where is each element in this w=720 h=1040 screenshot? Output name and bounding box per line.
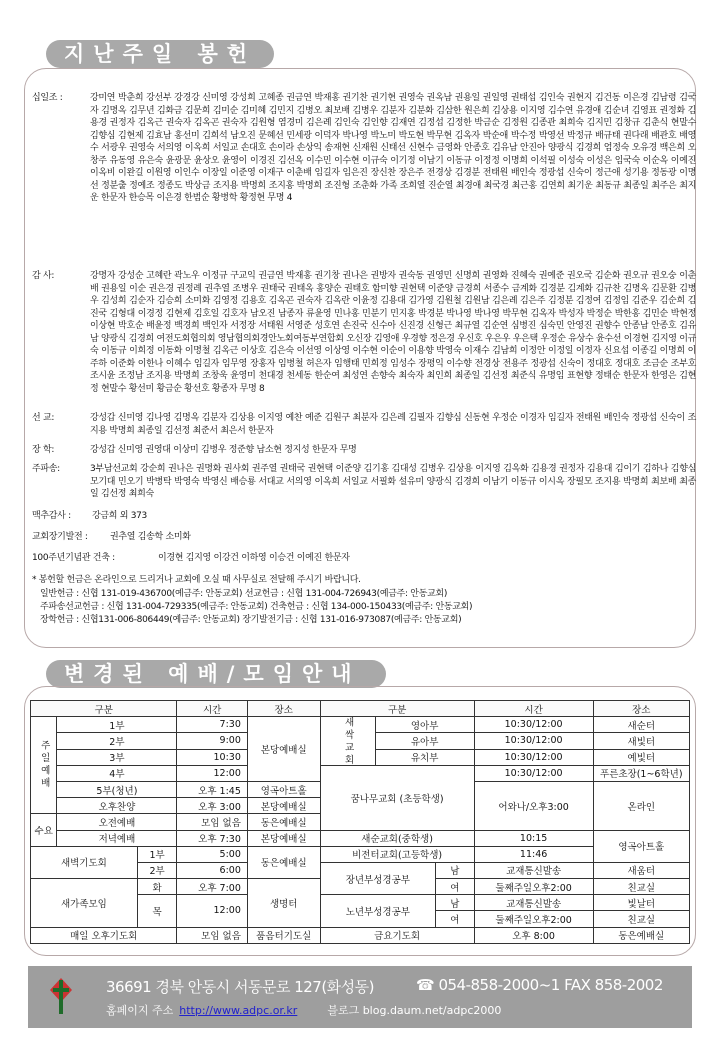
cell: 영아부 (375, 717, 474, 733)
cell: 본당예배실 (247, 717, 320, 782)
cell: 영곡아트홀 (247, 781, 320, 797)
phone: ☎ 054-858-2000~1 FAX 858-2002 (416, 976, 663, 994)
cell: 새움터 (593, 862, 689, 878)
header-time: 시간 (474, 701, 593, 717)
label: 맥추감사 : (32, 511, 71, 521)
cell: 6:00 (177, 862, 247, 878)
cell: 10:30/12:00 (474, 717, 593, 733)
cell: 11:46 (474, 846, 593, 862)
cell: 동은예배실 (247, 846, 320, 878)
cell: 예빛터 (593, 749, 689, 765)
label: 100주년기념관 건축 : (32, 553, 115, 563)
cell: 모임 없음 (177, 814, 247, 830)
cell: 여 (436, 911, 475, 927)
header-div: 구분 (320, 701, 474, 717)
cell: 4부 (57, 765, 177, 781)
names: 강미연 박춘희 강선부 강경강 신미영 강성희 고혜종 권금연 박재홍 권기찬 권기현 권영숙 권옥남 권용일 권일영 권태섭 김인숙 권현지 김건동 이은경 김남령 김국자 김명옥 김무년 김화금 김문희 김미순 김미혜 김민지 김병오 최보배 김병우 김분자 김분화 김삼한 원은희 김상용 이지영 김수연 유경애 김순녀 김영표 권정화 김용경 권정자 김옥근 권숙자 김옥곤 권숙자 김원형 염경미 김은례 김인숙 김인향 김재연 김정섭 김정한 박금순 김정원 김종관 최희숙 김지민 김창규 김춘식 현말수 김향심 김현제 김효남 홍선미 김희석 남오진 문혜선 민세광 이덕자 박나영 박노미 박도현 박무현 김옥자 박순애 박수정 박영선 박정규 배규태 권다래 배관호 배영수 서광우 권영숙 서의영 이옥희 서일교 손대호 손이라 손상익 송재현 신재원 신태선 신현수 금영화 안종호 김유남 안진아 양광식 김경희 엄정숙 오유경 백은희 오창주 유동영 유은숙 윤광문 윤상오 윤영이 이경진 김선옥 이수민 이수현 이규숙 이기정 이남기 이동규 이정정 이명희 이석필 이성숙 이성은 임국숙 이순옥 이예진 이옥비 이완길 이원영 이인수 이장일 이준영 이재구 이춘배 임길자 임은진 장신찬 장은주 전경상 김경분 전태원 배인숙 정광섭 신숙이 정근애 성기용 정동광 이명선 정분출 정예조 정종도 박상금 조지용 박명희 조지홍 박명희 조진형 조춘화 가족 조희열 진순열 최경애 최국경 최근홍 김연희 최기운 최동규 최종일 최주은 최지운 한문자 한승목 이은경 한범순 황병학 황정현 무명 4 (90, 93, 696, 203)
cell: 유치부 (375, 749, 474, 765)
footer (28, 966, 692, 1028)
cell: 오후 7:30 (177, 830, 247, 846)
cell: 남 (436, 895, 475, 911)
cell: 오후 8:00 (474, 927, 593, 943)
cell: 품음터기도실 (247, 927, 320, 943)
cell: 모임 없음 (177, 927, 247, 943)
cell: 매일 오후기도회 (31, 927, 177, 943)
names: 강명자 강성순 고혜란 곽노우 이정규 구교익 권금연 박재홍 권기창 권나은 권방자 권숙동 권영민 신명희 권영화 진혜숙 권예준 권오국 김순화 권오규 권오숭 이춘배 권용일 이순 권은경 권정례 권추열 조병우 권태국 권태옥 홍양순 권태호 함미향 권현택 이준양 금경희 서종수 금계화 김경분 김계화 김규찬 김명옥 김문환 김병우 김성희 김순자 김승희 소미화 김영정 김용호 김옥곤 권숙자 김옥란 이윤정 김용대 김가영 김원철 김원남 김은례 김은주 김정분 김정여 김정임 김준우 김순희 김진국 김형대 이경정 김현제 김호일 김호자 남오진 남종자 류윤영 민나홍 민분기 민지홍 박경분 박나영 박나영 박무현 김옥자 박성자 박정순 박한홍 김민순 박현정 이상현 박호순 배윤정 백경희 백인자 서정장 서태원 서영준 성호연 손진국 신수아 신진경 신형근 최규열 김순연 심병진 심숙민 안영진 권향수 안종남 안종호 김유남 양광식 김경희 여전도회협의회 영남협의회경안노회여동부연합회 오신장 김영애 우경향 정은경 우신호 우은우 우은택 우정순 유상수 윤수선 이경현 김지영 이규숙 이동규 이희정 이동화 이명철 김옥근 이상호 김은숙 이선영 이상영 이수현 이순이 이용향 박영숙 이재수 김남희 이정안 이정일 이정자 신요섭 이종길 이명희 이주하 이준화 이한나 이혜수 임길자 임무영 장홍자 임병철 허은자 임행태 민희정 임성수 장평익 이수향 전경상 전용주 정광섭 신숙이 정대호 정대호 조금순 조부호 조시윤 조정남 조지용 박명희 조창욱 윤영미 천대경 천세동 한순여 최성연 손향숙 최숙자 최인희 최종일 김선정 최준식 유명임 표현향 정태순 한문자 한영은 김현정 현말수 황선미 황금순 황선호 황종자 무명 8 (90, 271, 696, 394)
cell: 장년부성경공부 (320, 862, 436, 894)
cell: 생명터 (247, 879, 320, 928)
cell: 10:15 (474, 830, 593, 846)
cell: 푸른초장(1~6학년) (593, 765, 689, 781)
cell: 본당예배실 (247, 798, 320, 814)
cell: 화 (137, 879, 177, 895)
cell: 7:30 (177, 717, 247, 733)
cell: 새싹교회 (320, 717, 375, 766)
cell: 본당예배실 (247, 830, 320, 846)
cell: 5부(청년) (57, 781, 177, 797)
cell: 새벽기도회 (31, 846, 138, 878)
cell: 새순터 (593, 717, 689, 733)
web-line (106, 1002, 501, 1018)
cell: 비전터교회(고등학생) (320, 846, 474, 862)
cell: 5:00 (177, 846, 247, 862)
label: 장 학: (32, 445, 55, 455)
cell: 오전예배 (57, 814, 177, 830)
cell: 유아부 (375, 733, 474, 749)
address: 36691 경북 안동시 서동문로 127(화성동) (106, 978, 375, 996)
cell: 교재통신발송 (474, 895, 593, 911)
blog: 블로그 blog.daum.net/adpc2000 (327, 1004, 502, 1017)
homepage-link[interactable]: http://www.adpc.or.kr (179, 1004, 298, 1017)
cell: 남 (436, 862, 475, 878)
cell: 저녁예배 (57, 830, 177, 846)
cell: 둘째주일오후2:00 (474, 911, 593, 927)
schedule-table (30, 700, 690, 944)
cell: 수요 (31, 814, 57, 846)
cell: 동은예배실 (593, 927, 689, 943)
names: 3부남선교회 강순희 권나은 권명화 권사회 권주열 권태국 권현택 이준양 김기홍 김대성 김병우 김상용 이지영 김옥화 김용경 권정자 김용대 김이기 김하나 김향심 모기대 민오기 박병탁 박영숙 박영신 배승룡 서대교 서의영 이옥희 서일교 서필화 설유미 양광식 김경희 이남기 이동규 이시옥 장필모 조지용 박명희 최보배 최종일 김선정 최희숙 (90, 464, 696, 499)
notice: * 봉헌할 헌금은 온라인으로 드리거나 교회에 오실 때 사무실로 전달해 주시기 바랍니다. (32, 575, 361, 585)
cell: 목 (137, 895, 177, 927)
church-logo-icon (48, 976, 74, 1016)
cell: 온라인 (593, 781, 689, 830)
cell: 1부 (137, 846, 177, 862)
cell: 10:30 (177, 749, 247, 765)
section2-title: 변경된 예배/모임안내 (46, 660, 386, 688)
cell: 교재통신발송 (474, 862, 593, 878)
cell: 친교실 (593, 911, 689, 927)
cell: 새순교회(중학생) (320, 830, 474, 846)
header-div: 구분 (31, 701, 177, 717)
names: 강성갑 신미영 김나영 김명옥 김분자 김상용 이지영 예찬 예준 김원구 최분자 김은례 김필자 김향심 신동현 우정순 이경자 임길자 전태원 배인숙 정광섭 신숙이 조지용 박명희 최종일 김선정 최준서 최은서 한문자 (90, 413, 696, 436)
account-line: 일반헌금 : 신협 131-019-436700(예금주: 안동교회) 선교헌금 : 신협 131-004-726943(예금주: 안동교회) (40, 589, 448, 599)
cell: 12:00 (177, 895, 247, 927)
sunday-label: 주일예배 (31, 717, 57, 814)
names: 이경현 김지영 이강건 이하영 이승건 이예진 한문자 (158, 553, 350, 563)
cell: 어와나/오후3:00 (474, 781, 593, 830)
label: 감 사: (32, 271, 55, 281)
cell: 3부 (57, 749, 177, 765)
cell: 9:00 (177, 733, 247, 749)
names: 강성갑 신미영 권영대 이상미 김병우 정준향 남소현 정지성 한문자 무명 (90, 445, 357, 455)
cell: 새가족모임 (31, 879, 138, 928)
header-place: 장소 (593, 701, 689, 717)
cell: 오후찬양 (57, 798, 177, 814)
header-place: 장소 (247, 701, 320, 717)
cell: 친교실 (593, 879, 689, 895)
cell: 오후 3:00 (177, 798, 247, 814)
section1-title: 지난주일 봉헌 (46, 40, 274, 68)
account-line: 주파송선교헌금 : 신협 131-004-729335(예금주: 안동교회) 건축헌금 : 신협 134-000-150433(예금주: 안동교회) (40, 602, 473, 612)
cell: 오후 1:45 (177, 781, 247, 797)
cell: 영곡아트홀 (593, 830, 689, 862)
cell: 꿈나무교회 (초등학생) (320, 765, 474, 830)
cell: 동은예배실 (247, 814, 320, 830)
cell: 노년부성경공부 (320, 895, 436, 927)
cell: 10:30/12:00 (474, 749, 593, 765)
label: 선 교: (32, 413, 55, 423)
account-line: 장학헌금 : 신협131-006-806449(예금주: 안동교회) 장기발전기금 : 신협 131-016-973087(예금주: 안동교회) (40, 615, 462, 625)
label: 주파송: (32, 464, 60, 474)
cell: 10:30/12:00 (474, 733, 593, 749)
cell: 금요기도회 (320, 927, 474, 943)
cell: 여 (436, 879, 475, 895)
cell: 2부 (57, 733, 177, 749)
names: 강금희 외 373 (92, 511, 147, 521)
address-line (106, 976, 663, 997)
cell: 1부 (57, 717, 177, 733)
cell: 오후 7:00 (177, 879, 247, 895)
cell: 10:30/12:00 (474, 765, 593, 781)
cell: 2부 (137, 862, 177, 878)
names: 권추열 김송학 소미화 (110, 532, 191, 542)
cell: 12:00 (177, 765, 247, 781)
header-time: 시간 (177, 701, 247, 717)
label: 십일조 : (32, 93, 63, 103)
cell: 둘째주일오후2:00 (474, 879, 593, 895)
cell: 빛날터 (593, 895, 689, 911)
homepage-label: 홈페이지 주소 (106, 1004, 174, 1017)
label: 교회장기발전 : (32, 532, 88, 542)
cell: 새빛터 (593, 733, 689, 749)
